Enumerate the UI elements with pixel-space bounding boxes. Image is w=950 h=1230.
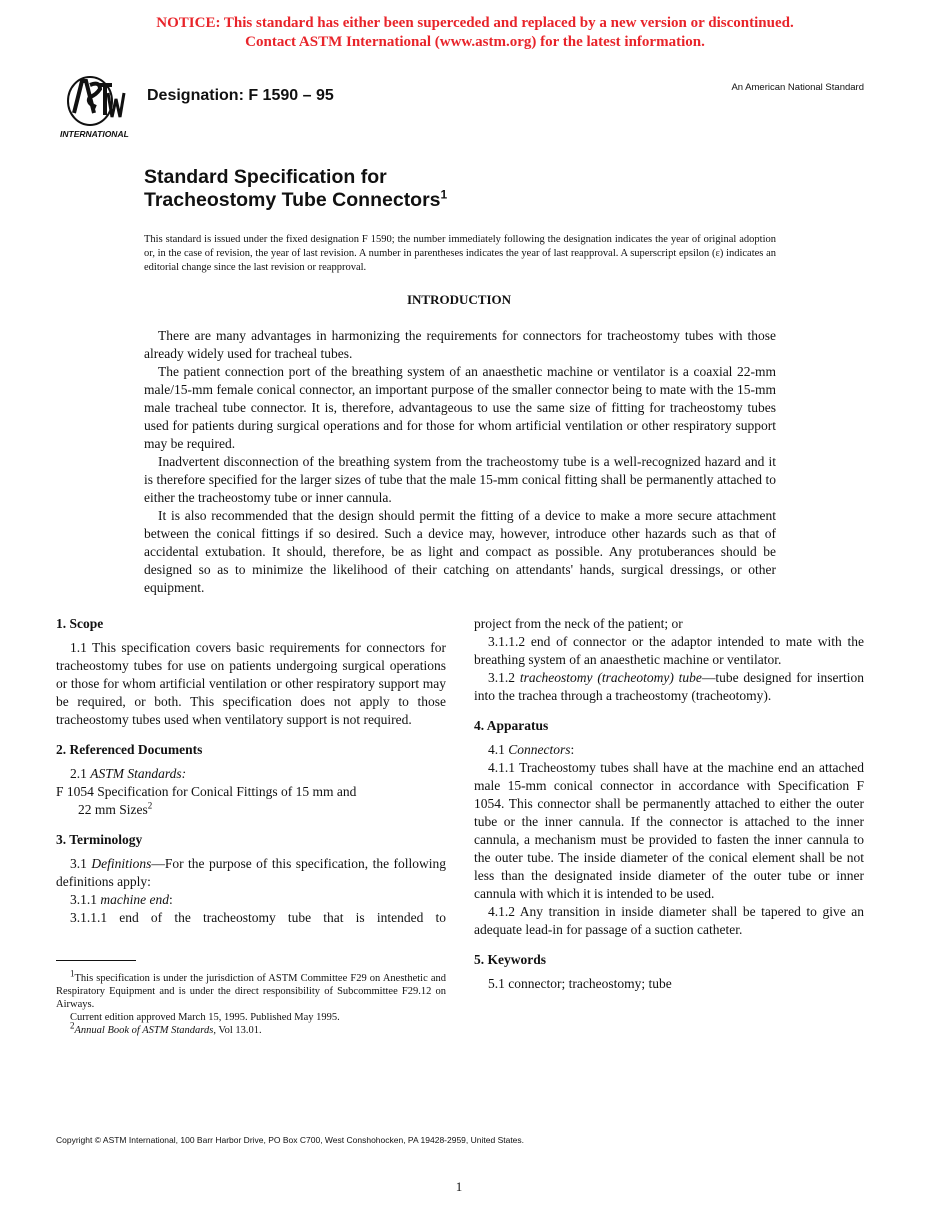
introduction-body: [144, 327, 776, 597]
footnote-2: [56, 1020, 446, 1037]
term-3-1-2-text: —tube designed for insertion into the trachea through a tracheostomy (tracheotomy).: [474, 670, 865, 703]
app-4-1-1: 4.1.1 Tracheostomy tubes shall have at the machine end an attached male 15-mm conical connector in accordance with Specification F 1054. This connector shall be permanently attached to either the outer tube or the inner cannula. If the connector is attached to the inner cannula, a mechanism must be provided to fasten the inner cannula to the outer tube. The inside diameter of the conical element shall be not less than the designated inside diameter of the outer tube or inner cannula with which it is intended to be used.: [474, 760, 864, 901]
title-text: Tracheostomy Tube Connectors: [144, 189, 441, 211]
notice-line-2: Contact ASTM International (www.astm.org) for the latest information.: [245, 34, 705, 50]
term-3-1-text: —For the purpose of this specification, the following definitions apply:: [56, 856, 447, 889]
ref-2-1-label: ASTM Standards:: [90, 766, 187, 781]
ref-f1054-cont: [56, 801, 446, 819]
designation: Designation: F 1590 – 95: [147, 87, 334, 104]
ref-2-1-num: 2.1: [70, 766, 87, 781]
term-3-1-1-1-cont: project from the neck of the patient; or: [474, 616, 683, 631]
scope-1-1: 1.1 This specification covers basic requirements for connectors for tracheostomy tubes for use on patients undergoing surgical operations or those for whom artificial ventilation or other respiratory support may be required, or both. This specification does not apply to those tracheostomy tubes used when ventilatory support is not required.: [56, 640, 446, 727]
footnote-1-num: 1: [70, 968, 75, 979]
issue-note: This standard is issued under the fixed designation F 1590; the number immediately following the designation indicates the year of original adoption or, in the case of revision, the year of last revision. A number in parentheses indicates the year of last reapproval. A superscript epsilon (ε) indicates an editorial change since the last revision or reapproval.: [144, 234, 776, 273]
astm-logo: [56, 73, 136, 143]
term-3-1-1: [56, 891, 446, 909]
intro-paragraph: There are many advantages in harmonizing the requirements for connectors for tracheostomy tubes with those already widely used for tracheal tubes.: [144, 328, 776, 361]
term-3-1-2: [474, 669, 864, 705]
referenced-documents-heading: 2. Referenced Documents: [56, 742, 203, 757]
term-3-1-1-1: 3.1.1.1 end of the tracheostomy tube that is intended to: [70, 910, 446, 925]
ref-f1054-sizes: 22 mm Sizes: [78, 802, 148, 817]
notice-line-1: NOTICE: This standard has either been superceded and replaced by a new version or discontinued.: [156, 15, 794, 31]
ref-footnote-ref: 2: [147, 800, 153, 811]
american-national-standard: An American National Standard: [731, 82, 864, 93]
footnote-2-num: 2: [70, 1020, 75, 1031]
intro-paragraph: The patient connection port of the breathing system of an anaesthetic machine or ventilator is a coaxial 22-mm male/15-mm female conical connector, an important purpose of the smaller connector being to mate with the 15-mm male tracheal tube connector. It is, therefore, advantageous to use the same size of fitting for tracheostomy tubes used for patients during surgical operations and for those for whom artificial ventilation or other respiratory support may be required.: [144, 364, 776, 451]
footnotes: [56, 968, 446, 1037]
intro-paragraph: Inadvertent disconnection of the breathing system from the tracheostomy tube is a well-recognized hazard and it is therefore specified for the larger sizes of tube that the male 15-mm conical fitting shall be permanently attached to either the tracheostomy tube or inner cannula.: [144, 454, 776, 505]
page-number: 1: [455, 1179, 463, 1194]
keywords-5-1: 5.1 connector; tracheostomy; tube: [488, 976, 672, 991]
term-3-1-2-num: 3.1.2: [488, 670, 515, 685]
term-3-1-1-2: 3.1.1.2 end of connector or the adaptor intended to mate with the breathing system of an anaesthetic machine or ventilator.: [474, 634, 864, 667]
left-column: [56, 615, 446, 927]
footnote-divider: [56, 960, 136, 961]
introduction-heading: INTRODUCTION: [406, 292, 511, 307]
term-3-1-1-num: 3.1.1: [70, 892, 97, 907]
term-3-1-1-colon: :: [168, 892, 173, 907]
app-4-1-2: 4.1.2 Any transition in inside diameter shall be tapered to give an adequate lead-in for passage of a suction catheter.: [474, 904, 864, 937]
term-3-1-2-label: tracheostomy (tracheotomy) tube: [519, 670, 702, 685]
ref-2-1: [56, 765, 446, 783]
app-4-1-colon: :: [570, 742, 575, 757]
app-4-1-num: 4.1: [488, 742, 505, 757]
title-footnote-ref: 1: [440, 187, 448, 202]
term-3-1: [56, 855, 446, 891]
term-3-1-label: Definitions: [91, 856, 152, 871]
footnote-1: [56, 968, 446, 1011]
keywords-heading: 5. Keywords: [474, 952, 546, 967]
copyright: Copyright © ASTM International, 100 Barr Harbor Drive, PO Box C700, West Conshohocken, PA 19428-2959, United States.: [56, 1135, 525, 1145]
title-line-2: [144, 189, 447, 212]
intro-paragraph: It is also recommended that the design should permit the fitting of a device to make a more secure attachment between the conical fittings if so desired. Such a device may, however, introduce other hazards such as that of accidental extubation. It should, therefore, be as light and compact as possible. Any protuberances should be designed so as to minimize the likelihood of their catching on attendants' hands, surgical dressings, or other equipment.: [144, 508, 776, 595]
footnote-2-label: Annual Book of ASTM Standards: [74, 1025, 214, 1036]
term-3-1-num: 3.1: [70, 856, 87, 871]
supersede-notice: [0, 14, 950, 52]
footnote-1-text: This specification is under the jurisdiction of ASTM Committee F29 on Anesthetic and Respiratory Equipment and is under the direct responsibility of Subcommittee F29.12 on Airways.: [56, 973, 446, 1010]
footnote-1-edition: Current edition approved March 15, 1995. Published May 1995.: [70, 1012, 340, 1023]
app-4-1-label: Connectors: [508, 742, 571, 757]
page-title: [144, 166, 447, 212]
ref-f1054: F 1054 Specification for Conical Fittings of 15 mm and: [56, 784, 357, 799]
apparatus-heading: 4. Apparatus: [474, 718, 549, 733]
right-column: [474, 615, 864, 993]
title-line-1: Standard Specification for: [144, 166, 387, 188]
app-4-1: [474, 741, 864, 759]
footnote-2-text: , Vol 13.01.: [213, 1025, 262, 1036]
astm-logo-icon: [56, 73, 136, 143]
terminology-heading: 3. Terminology: [56, 832, 143, 847]
logo-wordmark: INTERNATIONAL: [60, 129, 129, 139]
scope-heading: 1. Scope: [56, 616, 104, 631]
term-3-1-1-label: machine end: [100, 892, 169, 907]
